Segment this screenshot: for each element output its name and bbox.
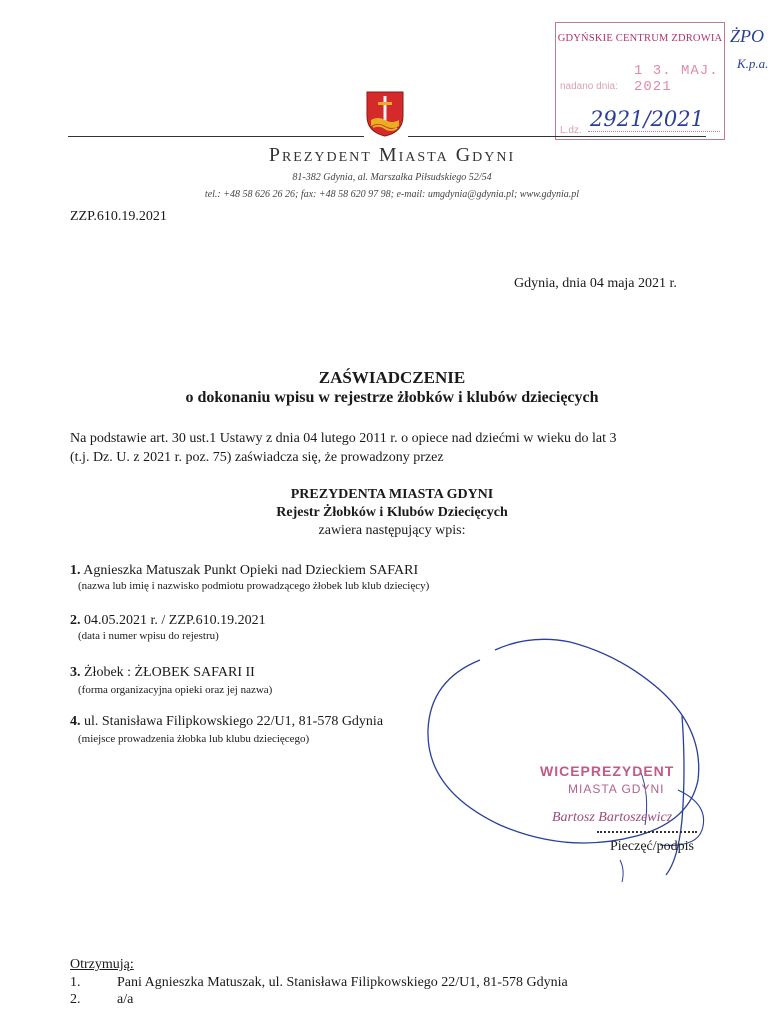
entry-text: 04.05.2021 r. / ZZP.610.19.2021: [80, 613, 266, 628]
recipient-number: 2.: [70, 992, 81, 1007]
handwritten-annotation: ŻPO: [730, 26, 765, 46]
recipients-heading: Otrzymują:: [70, 957, 134, 972]
entry-number: 1.: [70, 563, 81, 578]
signature-dotted-line: [597, 831, 697, 833]
stamp-received-date: 1 3. MAJ. 2021: [634, 63, 719, 95]
entry-3: [70, 664, 255, 682]
entry-4: [70, 713, 383, 731]
recipient-text: a/a: [117, 992, 134, 1007]
entry-number: 2.: [70, 613, 81, 628]
entry-text: Żłobek : ŻŁOBEK SAFARI II: [80, 665, 255, 680]
register-name: Rejestr Żłobków i Klubów Dziecięcych: [276, 505, 508, 520]
entry-2: [70, 612, 266, 630]
entry-text: ul. Stanisława Filipkowskiego 22/U1, 81-578 Gdynia: [80, 714, 384, 729]
document-subtitle: o dokonaniu wpisu w rejestrze żłobków i klubów dziecięcych: [185, 389, 599, 406]
stamp-organization: GDYŃSKIE CENTRUM ZDROWIA: [557, 33, 723, 44]
place-date: Gdynia, dnia 04 maja 2021 r.: [514, 276, 677, 291]
stamp-ldz-value: 2921/2021: [590, 107, 704, 131]
reference-number: ZZP.610.19.2021: [70, 209, 167, 224]
handwritten-annotation: K.p.a.: [737, 56, 769, 71]
entry-note: (data i numer wpisu do rejestru): [78, 630, 219, 642]
document-title: ZAŚWIADCZENIE: [318, 368, 466, 387]
issuer: PREZYDENTA MIASTA GDYNI: [290, 487, 494, 502]
entry-1: [70, 562, 418, 580]
letterhead-address: 81-382 Gdynia, al. Marszałka Piłsudskiego 52/54: [292, 172, 492, 183]
intro-text: Na podstawie art. 30 ust.1 Ustawy z dnia 04 lutego 2011 r. o opiece nad dziećmi w wieku do lat 3: [70, 431, 617, 446]
letterhead-rule-right: [408, 136, 706, 137]
received-stamp: [555, 22, 725, 140]
coat-of-arms-icon: [365, 90, 405, 138]
letterhead-contact: tel.: +48 58 626 26 26; fax: +48 58 620 97 98; e-mail: umgdynia@gdynia.pl; www.gdynia.pl: [204, 189, 580, 200]
signature-stamp-title: WICEPREZYDENT: [540, 763, 675, 779]
entry-note: (miejsce prowadzenia żłobka lub klubu dziecięcego): [78, 733, 310, 745]
entry-note: (nazwa lub imię i nazwisko podmiotu prowadzącego żłobek lub klub dziecięcy): [78, 580, 430, 592]
recipient-text: Pani Agnieszka Matuszak, ul. Stanisława Filipkowskiego 22/U1, 81-578 Gdynia: [117, 975, 568, 990]
stamp-dotted-line: [588, 131, 720, 132]
stamp-ldz-label: L.dz.: [560, 125, 582, 136]
entry-text: Agnieszka Matuszak Punkt Opieki nad Dzieckiem SAFARI: [80, 563, 419, 578]
letterhead-rule-left: [68, 136, 364, 137]
entry-number: 3.: [70, 665, 81, 680]
signature-stamp-name: Bartosz Bartoszewicz: [552, 810, 673, 825]
signature-stamp-city: MIASTA GDYNI: [568, 782, 665, 796]
entry-number: 4.: [70, 714, 81, 729]
contains-text: zawiera następujący wpis:: [318, 523, 466, 538]
intro-text: (t.j. Dz. U. z 2021 r. poz. 75) zaświadcza się, że prowadzony przez: [70, 450, 444, 465]
letterhead-title: Prezydent Miasta Gdyni: [268, 144, 516, 166]
signature-label: Pieczęć/podpis: [610, 839, 694, 854]
stamp-date-label: nadano dnia:: [560, 81, 618, 92]
recipient-number: 1.: [70, 975, 81, 990]
entry-note: (forma organizacyjna opieki oraz jej nazwa): [78, 684, 273, 696]
